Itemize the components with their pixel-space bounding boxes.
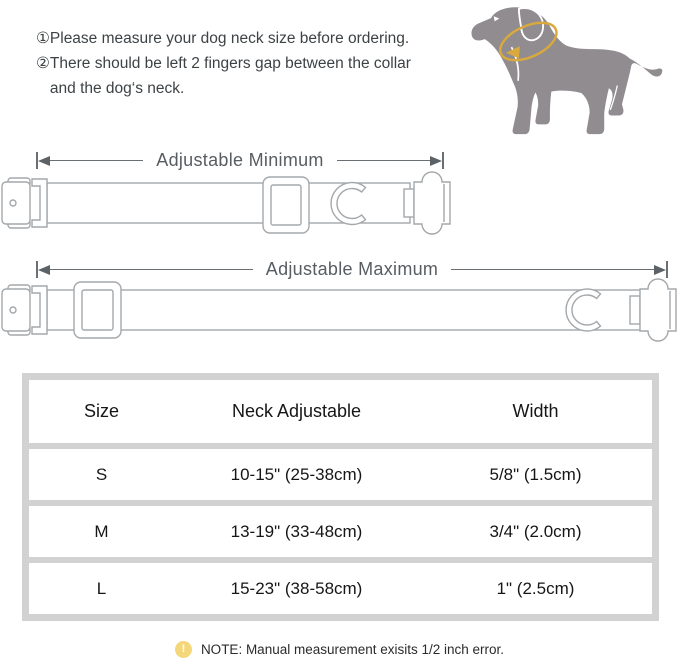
dog-body-shape: [471, 7, 662, 134]
metal-buckle-bracket: [32, 179, 47, 227]
cell-neck-adjustable: 15-23" (38-58cm): [230, 578, 363, 598]
circled-number-2: ②: [36, 55, 50, 72]
arrowhead-left-icon: [38, 156, 50, 166]
metal-buckle-hole: [10, 200, 16, 206]
exclamation-circle-icon: !: [175, 641, 192, 658]
buckle-neck: [630, 296, 640, 324]
dimension-arrow-minimum: [36, 150, 444, 171]
collar-diagram-maximum: [0, 278, 679, 350]
adjustable-minimum-label: Adjustable Minimum: [156, 150, 324, 170]
cell-width: 1" (2.5cm): [496, 578, 575, 598]
cell-width: 3/4" (2.0cm): [489, 521, 582, 541]
dimension-line: [451, 269, 654, 271]
cell-neck-adjustable: 10-15" (25-38cm): [230, 464, 363, 484]
cell-width: 5/8" (1.5cm): [489, 464, 582, 484]
metal-buckle-hole: [10, 307, 16, 313]
instruction-text-2: There should be left 2 fingers gap between the collar and the dog‘s neck.: [49, 55, 411, 97]
metal-buckle-bracket: [32, 286, 47, 334]
dimension-line: [50, 160, 143, 162]
collar-diagram-minimum: [0, 170, 455, 242]
arrowhead-right-icon: [654, 265, 666, 275]
dimension-line: [337, 160, 430, 162]
slider-inner: [82, 290, 113, 330]
measurement-note: [0, 641, 679, 658]
buckle-neck: [404, 189, 414, 217]
measuring-instructions: [36, 26, 466, 101]
cell-neck-adjustable: 13-19" (33-48cm): [230, 521, 363, 541]
arrowhead-right-icon: [430, 156, 442, 166]
collar-strap: [47, 290, 642, 330]
cell-size: M: [94, 521, 109, 541]
header-width: Width: [512, 401, 559, 421]
instruction-text-1: Please measure your dog neck size before ordering.: [49, 30, 410, 47]
header-neck-adjustable: Neck Adjustable: [231, 401, 362, 421]
dimension-arrow-maximum: [36, 259, 668, 280]
dimension-endbar-right: [666, 261, 668, 278]
dimension-endbar-right: [442, 152, 444, 169]
arrowhead-left-icon: [38, 265, 50, 275]
size-chart-table: [22, 373, 659, 621]
cell-size: S: [95, 464, 108, 484]
table-header-row: [29, 380, 652, 443]
dimension-line: [50, 269, 253, 271]
instruction-item-2: [36, 51, 466, 101]
cell-size: L: [96, 578, 107, 598]
instruction-item-1: [36, 26, 466, 51]
header-size: Size: [83, 401, 119, 421]
dog-silhouette-illustration: [460, 2, 666, 154]
note-text: NOTE: Manual measurement exisits 1/2 inch error.: [200, 642, 505, 657]
table-row-m: [29, 506, 652, 557]
table-row-s: [29, 449, 652, 500]
circled-number-1: ①: [36, 30, 50, 47]
table-row-l: [29, 563, 652, 614]
adjustable-maximum-label: Adjustable Maximum: [265, 259, 439, 279]
slider-inner: [271, 185, 301, 225]
